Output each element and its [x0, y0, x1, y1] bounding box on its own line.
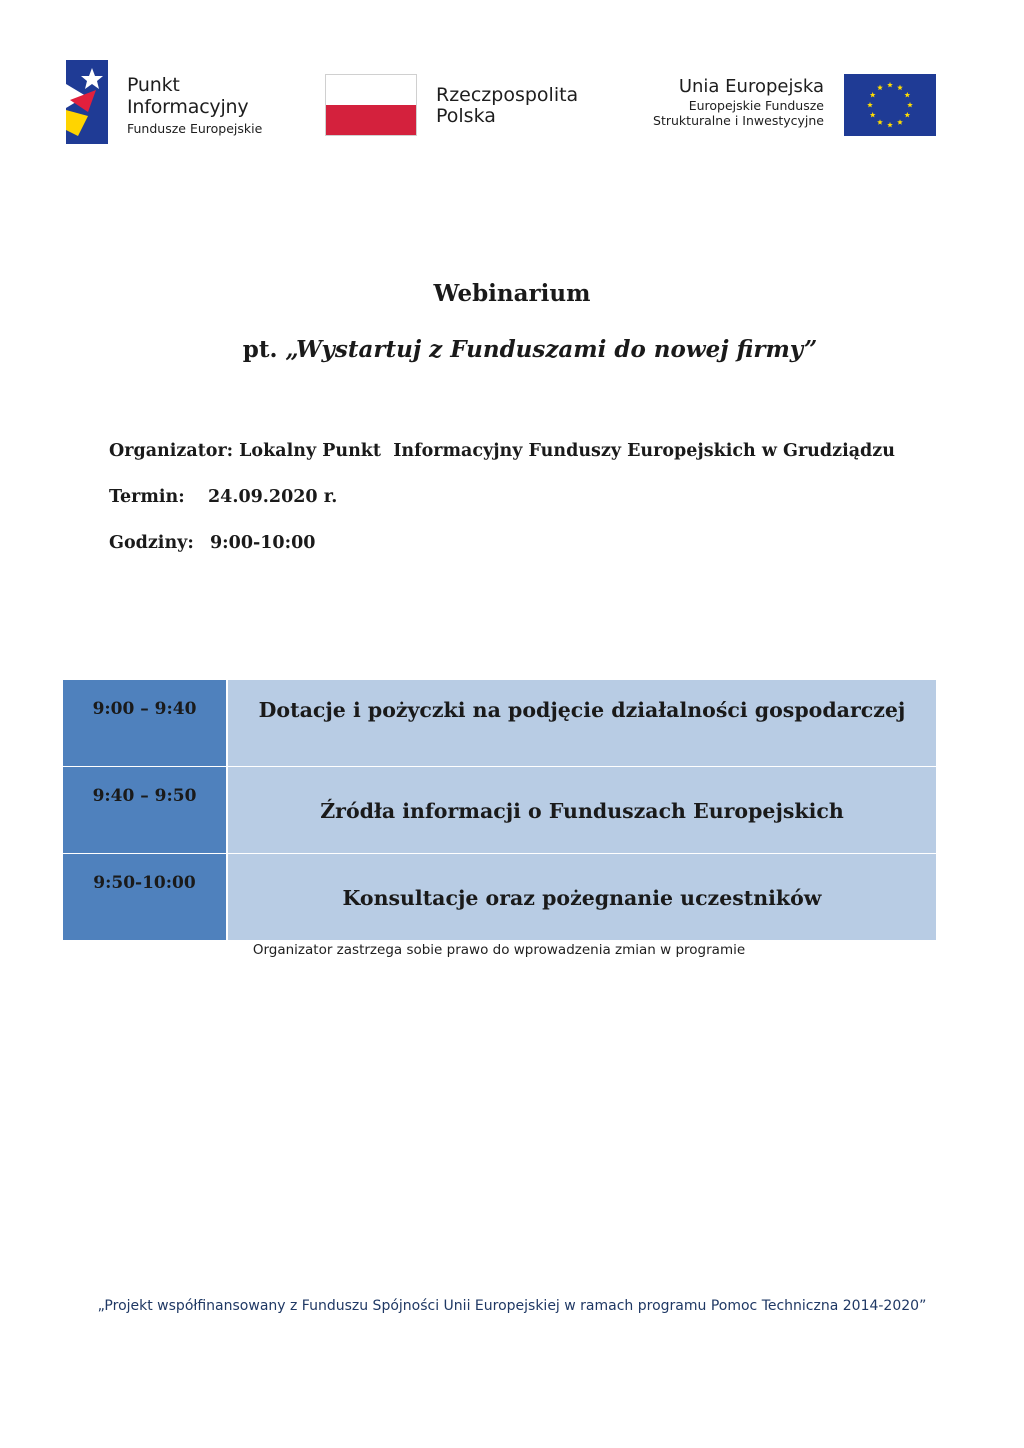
webinar-name-italic: „Wystartuj z Funduszami do nowej firmy” — [285, 336, 818, 363]
rp-logo-line1: Rzeczpospolita — [436, 84, 579, 106]
punkt-logo-line2: Informacyjny — [127, 96, 249, 118]
agenda-row — [63, 680, 936, 767]
term-value: 24.09.2020 r. — [208, 487, 338, 507]
fundusze-europejskie-emblem-icon — [66, 60, 110, 146]
funding-footer: „Projekt współfinansowany z Funduszu Spójności Unii Europejskiej w ramach programu Pomoc Techniczna 2014-2020” — [97, 1298, 927, 1314]
webinar-name — [0, 336, 1024, 363]
eu-flag-icon — [844, 74, 936, 136]
organizer-value: Lokalny Punkt Informacyjny Funduszy Europejskich w Grudziądzu — [239, 441, 895, 461]
agenda-time: 9:40 – 9:50 — [63, 767, 228, 853]
agenda-row — [63, 767, 936, 854]
term-label: Termin: — [109, 487, 185, 507]
ue-logo-line1: Unia Europejska — [678, 76, 824, 97]
agenda-table — [63, 680, 936, 940]
agenda-time: 9:00 – 9:40 — [63, 680, 228, 766]
term-line — [109, 487, 337, 507]
webinar-name-prefix: pt. — [242, 336, 278, 363]
agenda-row — [63, 854, 936, 940]
hours-line — [109, 533, 315, 553]
agenda-topic: Konsultacje oraz pożegnanie uczestników — [228, 854, 936, 940]
ue-logo-line2: Europejskie Fundusze — [688, 97, 824, 113]
organizer-label: Organizator: — [109, 441, 234, 461]
program-change-note: Organizator zastrzega sobie prawo do wprowadzenia zmian w programie — [252, 942, 746, 958]
unia-europejska-logo — [640, 74, 936, 138]
punkt-informacyjny-logo — [66, 60, 286, 150]
hours-label: Godziny: — [109, 533, 194, 553]
punkt-logo-line1: Punkt — [127, 74, 180, 96]
page-title: Webinarium — [433, 280, 591, 307]
agenda-topic: Dotacje i pożyczki na podjęcie działalności gospodarczej — [228, 680, 936, 766]
agenda-time: 9:50-10:00 — [63, 854, 228, 940]
ue-logo-line3: Strukturalne i Inwestycyjne — [653, 112, 824, 128]
rp-logo-line2: Polska — [436, 104, 496, 127]
hours-value: 9:00-10:00 — [210, 533, 316, 553]
punkt-logo-line3: Fundusze Europejskie — [127, 121, 263, 136]
agenda-topic: Źródła informacji o Funduszach Europejskich — [228, 767, 936, 853]
organizer-line — [109, 441, 895, 461]
rzeczpospolita-polska-logo — [325, 74, 595, 138]
polish-flag-icon — [325, 74, 417, 136]
